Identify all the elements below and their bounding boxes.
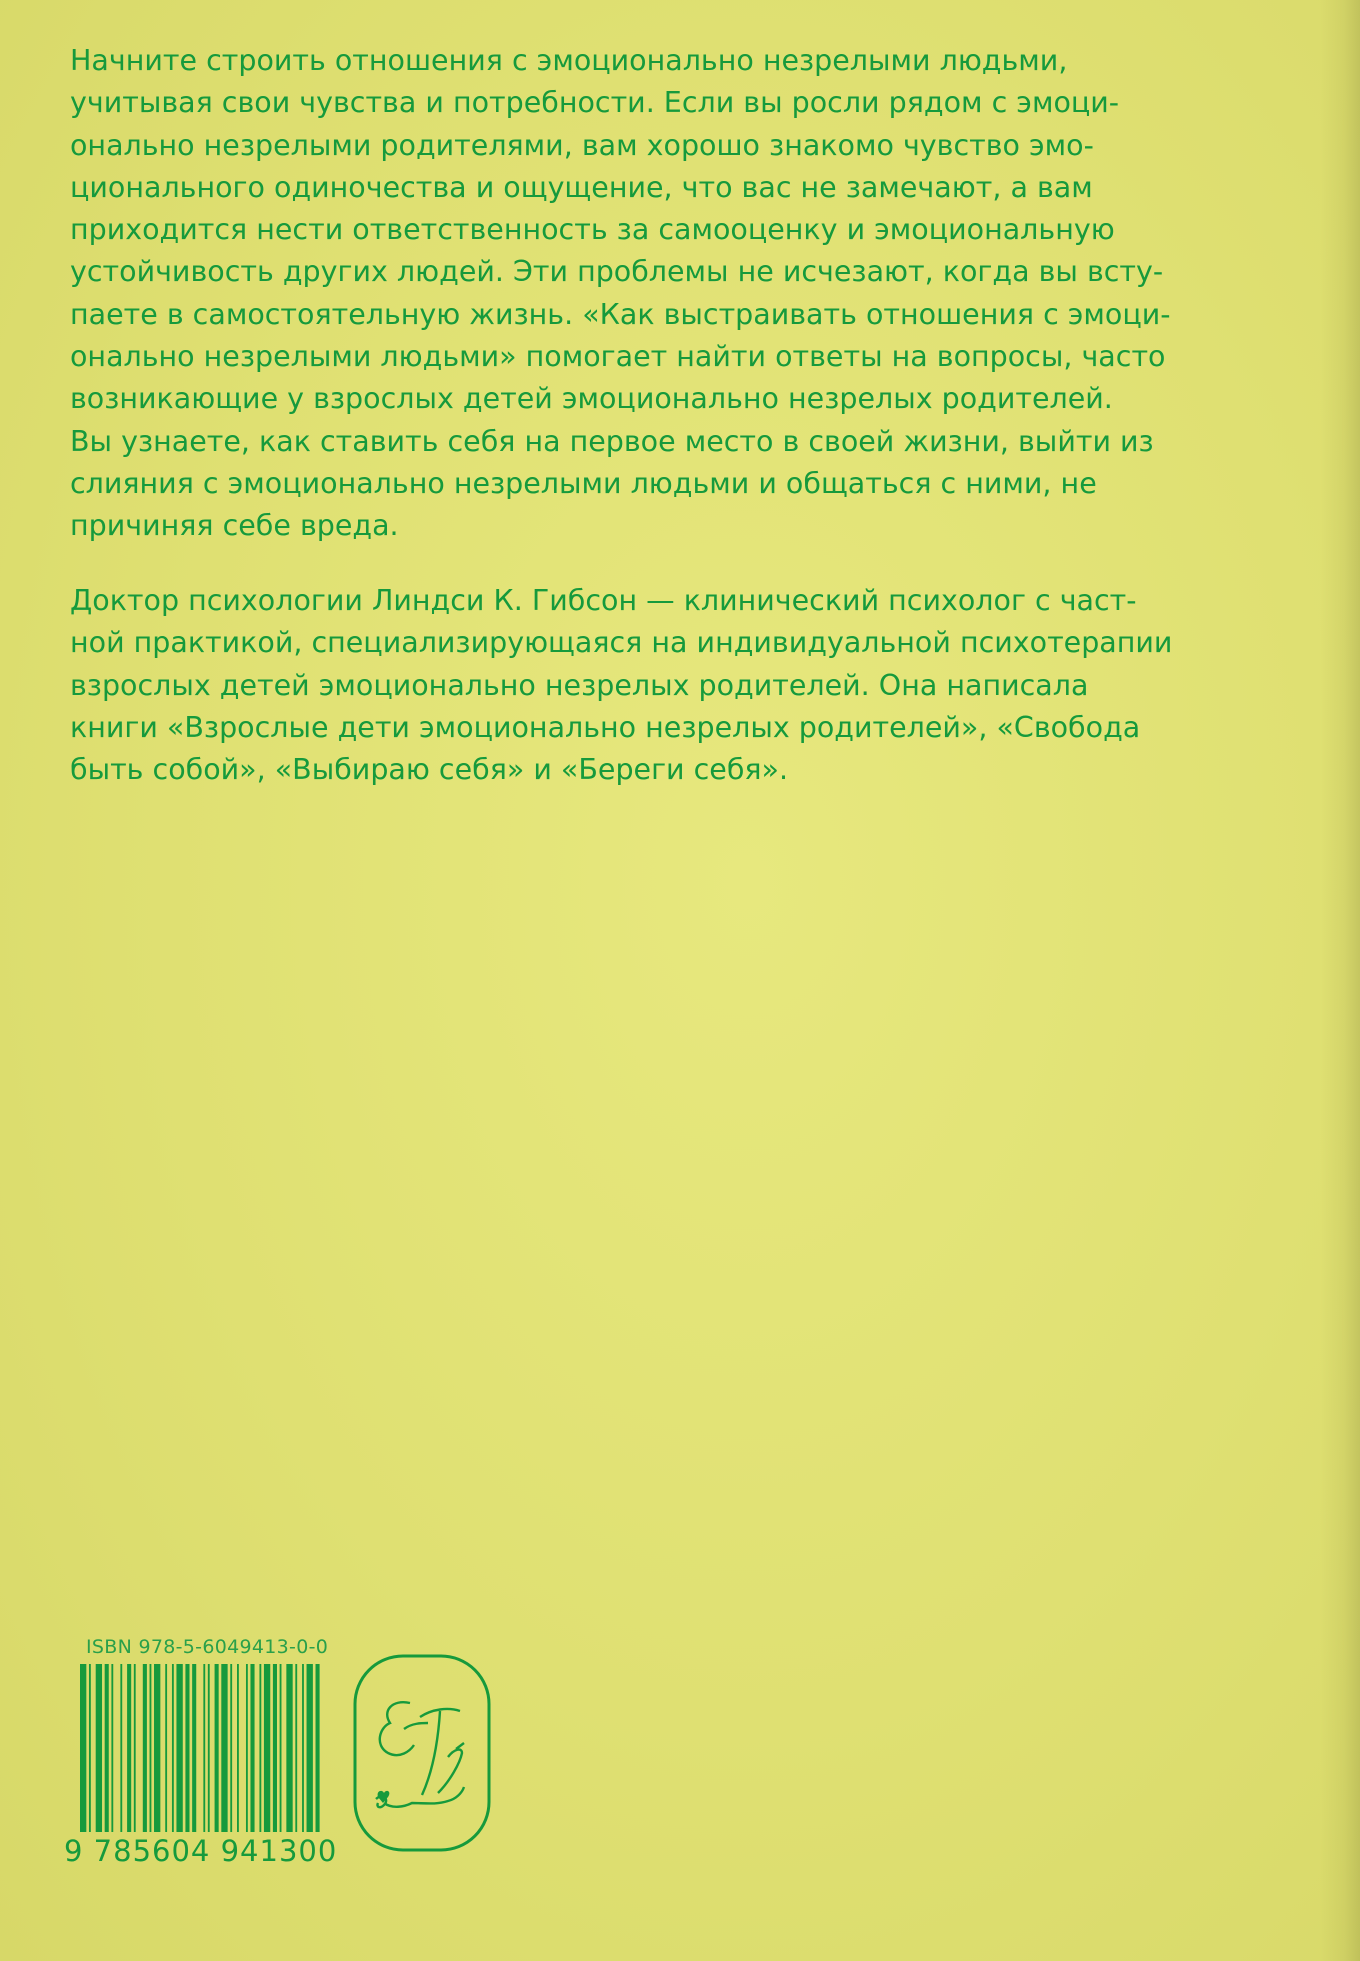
barcode-bar (176, 1664, 182, 1832)
author-line: быть собой», «Выбираю себя» и «Береги себя». (70, 753, 789, 787)
barcode-bar (89, 1664, 91, 1832)
barcode-bar (259, 1664, 261, 1832)
barcode-bar (185, 1664, 189, 1832)
description-line: ционального одиночества и ощущение, что вас не замечают, а вам (70, 170, 1093, 204)
cover-spine-edge (1320, 0, 1360, 1961)
barcode-bar (250, 1664, 254, 1832)
barcode-icon (80, 1664, 320, 1832)
barcode-bar (111, 1664, 113, 1832)
description-line: учитывая свои чувства и потребности. Если вы росли рядом с эмоци- (70, 86, 1120, 120)
barcode-bar (165, 1664, 167, 1832)
description-line: Вы узнаете, как ставить себя на первое место в своей жизни, выйти из (70, 424, 1154, 458)
isbn-label: ISBN 978-5-6049413-0-0 (86, 1636, 329, 1658)
author-paragraph (70, 580, 1270, 791)
barcode-bar (237, 1664, 239, 1832)
barcode-bar (203, 1664, 205, 1832)
barcode-bar (192, 1664, 196, 1832)
description-line: паете в самостоятельную жизнь. «Как выстраивать отношения с эмоци- (70, 297, 1171, 331)
barcode-bar (208, 1664, 210, 1832)
description-line: Начните строить отношения с эмоционально незрелыми людьми, (70, 44, 1068, 77)
description-line: онально незрелыми родителями, вам хорошо знакомо чувство эмо- (70, 128, 1094, 162)
barcode-bar (127, 1664, 131, 1832)
barcode-bar (96, 1664, 102, 1832)
author-line: взрослых детей эмоционально незрелых родителей. Она написала (70, 668, 1089, 702)
barcode-bar (154, 1664, 160, 1832)
barcode-bar (120, 1664, 122, 1832)
barcode-bar (246, 1664, 248, 1832)
author-line: книги «Взрослые дети эмоционально незрелых родителей», «Свобода (70, 710, 1141, 744)
barcode-bar (302, 1664, 304, 1832)
barcode-bar (295, 1664, 297, 1832)
barcode-bar (134, 1664, 136, 1832)
description-line: слияния с эмоционально незрелыми людьми и общаться с ними, не (70, 466, 1097, 500)
barcode-bar (316, 1664, 320, 1832)
barcode-bar (221, 1664, 227, 1832)
barcode-bar (286, 1664, 292, 1832)
barcode-bar (307, 1664, 313, 1832)
barcode-bar (264, 1664, 270, 1832)
description-line: причиняя себе вреда. (70, 509, 399, 543)
author-line: ной практикой, специализирующаяся на индивидуальной психотерапии (70, 626, 1173, 660)
barcode-bar (105, 1664, 109, 1832)
description-line: возникающие у взрослых детей эмоционально незрелых родителей. (70, 382, 1113, 416)
barcode-bar (230, 1664, 232, 1832)
barcode-bar (150, 1664, 152, 1832)
barcode-bar (80, 1664, 86, 1832)
barcode-digits: 9 785604 941300 (64, 1834, 338, 1868)
barcode-bar (280, 1664, 282, 1832)
author-line: Доктор психологии Линдси К. Гибсон — клинический психолог с част- (70, 584, 1137, 617)
description-paragraph (70, 40, 1270, 548)
publisher-logo-icon (352, 1653, 492, 1853)
barcode-bar (215, 1664, 219, 1832)
description-line: онально незрелыми людьми» помогает найти ответы на вопросы, часто (70, 340, 1166, 374)
description-line: устойчивость других людей. Эти проблемы не исчезают, когда вы всту- (70, 255, 1164, 289)
barcode-bar (273, 1664, 277, 1832)
barcode-bar (172, 1664, 174, 1832)
barcode-bar (143, 1664, 147, 1832)
description-line: приходится нести ответственность за самооценку и эмоциональную (70, 213, 1115, 247)
